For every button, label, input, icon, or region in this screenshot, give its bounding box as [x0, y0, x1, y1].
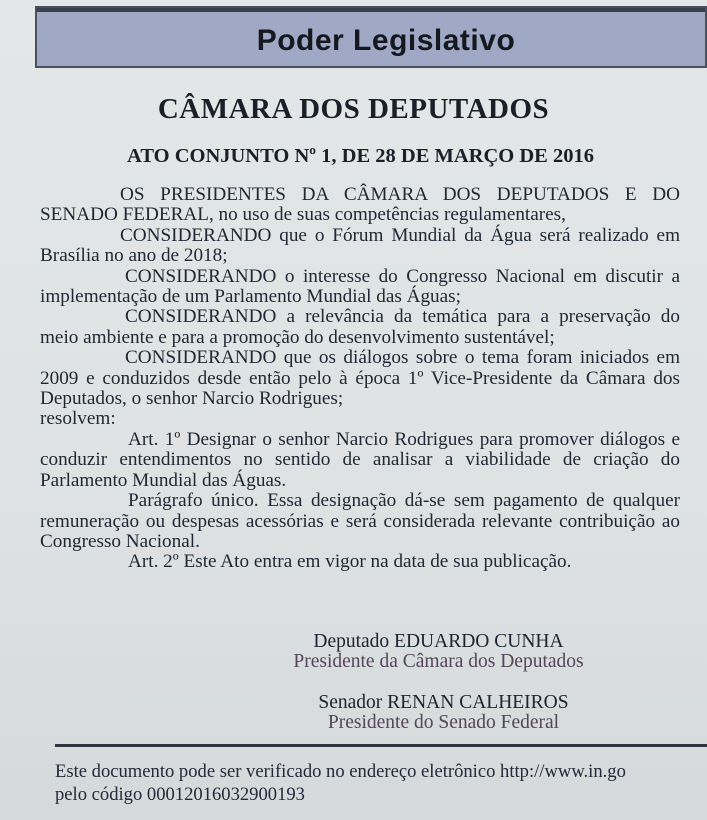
considerando-paragraph: CONSIDERANDO que o Fórum Mundial da Água será realizado em Brasília no ano de 2018;	[40, 224, 680, 267]
considerando-paragraph: CONSIDERANDO o interesse do Congresso Nacional em discutir a implementação de um Parlamento Mundial das Águas;	[40, 265, 680, 308]
signatory-name: Deputado EDUARDO CUNHA	[313, 631, 564, 652]
section-header-bar	[35, 6, 707, 68]
act-title: ATO CONJUNTO Nº 1, DE 28 DE MARÇO DE 2016	[127, 145, 594, 167]
resolvem-line: resolvem:	[40, 408, 116, 430]
section-header-stripe	[37, 8, 705, 12]
signatory-name: Senador RENAN CALHEIROS	[318, 692, 569, 713]
signature-block-2	[0, 693, 707, 733]
considerando-paragraph: CONSIDERANDO que os diálogos sobre o tema foram iniciados em 2009 e conduzidos desde então pelo à época 1º Vice-Presidente da Câmara dos Deputados, o senhor Narcio Rodrigues;	[40, 347, 680, 410]
article-1: Art. 1º Designar o senhor Narcio Rodrigues para promover diálogos e conduzir entendimentos no sentido de analisar a viabilidade de criação do Parlamento Mundial das Águas.	[40, 428, 680, 491]
section-title: Poder Legislativo	[256, 24, 516, 57]
signatory-role: Presidente do Senado Federal	[327, 712, 560, 733]
verification-line-2: pelo código 00012016032900193	[55, 784, 305, 805]
signatory-role: Presidente da Câmara dos Deputados	[293, 651, 584, 672]
signature-block-1	[0, 632, 707, 672]
considerando-paragraph: CONSIDERANDO a relevância da temática para a preservação do meio ambiente e para a promoção do desenvolvimento sustentável;	[40, 306, 680, 348]
chamber-heading: CÂMARA DOS DEPUTADOS	[157, 93, 550, 125]
verification-footer	[55, 760, 707, 806]
article-2: Art. 2º Este Ato entra em vigor na data de sua publicação.	[128, 551, 572, 573]
footer-divider	[55, 744, 707, 747]
sole-paragraph: Parágrafo único. Essa designação dá-se sem pagamento de qualquer remuneração ou despesas acessórias e será considerada relevante contribuição ao Congresso Nacional.	[40, 490, 680, 552]
verification-line-1: Este documento pode ser verificado no endereço eletrônico http://www.in.go	[55, 761, 626, 782]
act-body	[40, 185, 680, 573]
preamble-paragraph: OS PRESIDENTES DA CÂMARA DOS DEPUTADOS E DO SENADO FEDERAL, no uso de suas competências regulamentares,	[40, 184, 680, 226]
